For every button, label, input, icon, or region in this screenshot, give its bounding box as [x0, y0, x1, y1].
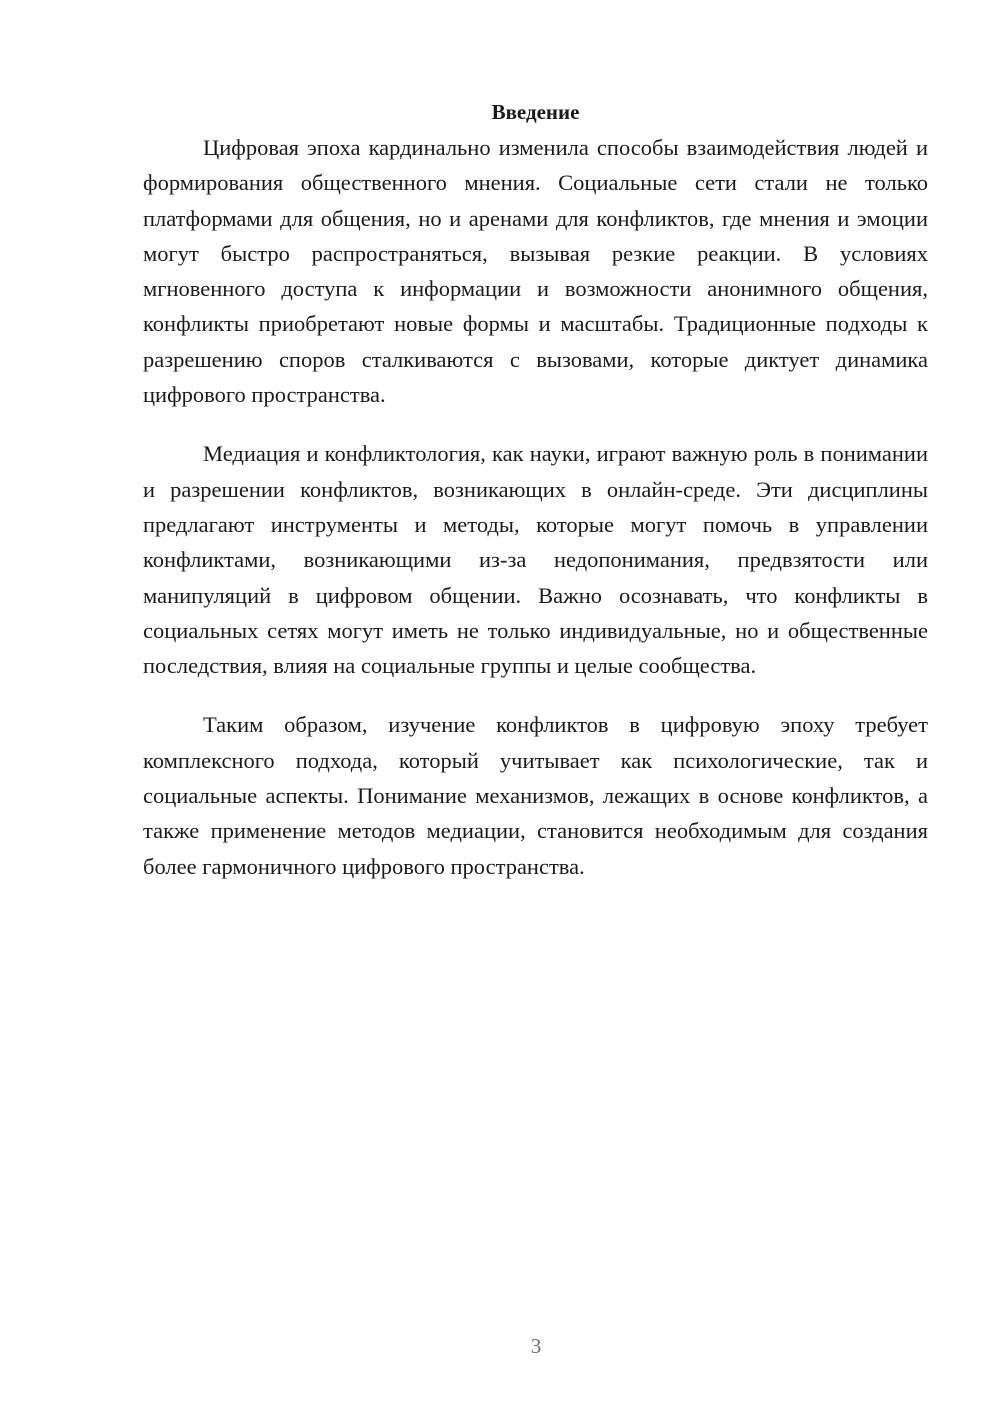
paragraph-3: Таким образом, изучение конфликтов в цифровую эпоху требует комплексного подхода, который учитывает как психологические, так и социальные аспекты. Понимание механизмов, лежащих в основе конфликтов, а также применение методов медиации, становится необходимым для создания более гармоничного цифрового пространства. — [143, 712, 928, 879]
page-number: 3 — [530, 1334, 542, 1358]
paragraph-2: Медиация и конфликтология, как науки, играют важную роль в понимании и разрешении конфликтов, возникающих в онлайн-среде. Эти дисциплины предлагают инструменты и методы, которые могут помочь в управлении конфликтами, возникающими из-за недопонимания, предвзятости или манипуляций в цифровом общении. Важно осознавать, что конфликты в социальных сетях могут иметь не только индивидуальные, но и общественные последствия, влияя на социальные группы и целые сообщества. — [143, 441, 928, 679]
document-page — [143, 98, 928, 908]
paragraph-1: Цифровая эпоха кардинально изменила способы взаимодействия людей и формирования общественного мнения. Социальные сети стали не только платформами для общения, но и аренами для конфликтов, где мнения и эмоции могут быстро распространяться, вызывая резкие реакции. В условиях мгновенного доступа к информации и возможности анонимного общения, конфликты приобретают новые формы и масштабы. Традиционные подходы к разрешению споров сталкиваются с вызовами, которые диктует динамика цифрового пространства. — [143, 135, 928, 408]
section-title: Введение — [491, 100, 580, 124]
